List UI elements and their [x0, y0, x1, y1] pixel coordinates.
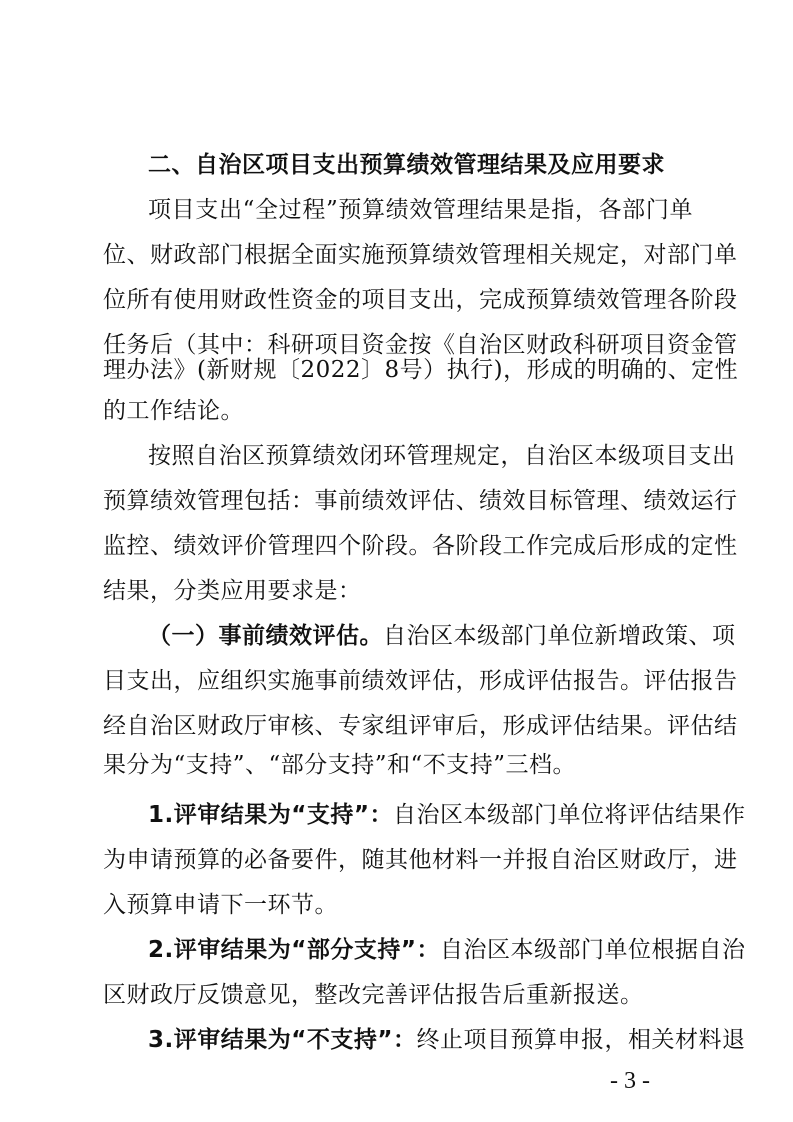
sec1-line-2: 目支出，应组织实施事前绩效评估，形成评估报告。评估报告 — [103, 668, 738, 694]
item2-line-1-text: 自治区本级部门单位根据自治 — [439, 937, 746, 963]
para1-line-4: 任务后（其中：科研项目资金按《自治区财政科研项目资金管 — [103, 332, 738, 358]
item1-line-1 — [148, 800, 746, 830]
item2-line-2: 区财政厅反馈意见，整改完善评估报告后重新报送。 — [103, 982, 644, 1008]
para1-line-2: 位、财政部门根据全面实施预算绩效管理相关规定，对部门单 — [103, 242, 738, 268]
page-number: - 3 - — [610, 1068, 650, 1094]
para1-line-1: 项目支出“全过程”预算绩效管理结果是指，各部门单 — [148, 197, 693, 223]
item3-line-1 — [148, 1025, 746, 1055]
item3-title: 3.评审结果为“不支持”： — [148, 1027, 417, 1053]
item2-title: 2.评审结果为“部分支持”： — [148, 937, 440, 963]
sec1-line-4: 果分为“支持”、“部分支持”和“不支持”三档。 — [103, 752, 577, 778]
para1-line-6: 的工作结论。 — [103, 398, 244, 424]
item1-title: 1.评审结果为“支持”： — [148, 802, 393, 828]
sec1-line-1-text: 自治区本级部门单位新增政策、项 — [383, 623, 736, 649]
para2-line-2: 预算绩效管理包括：事前绩效评估、绩效目标管理、绩效运行 — [103, 488, 738, 514]
item2-line-1 — [148, 935, 746, 965]
sec1-title: （一）事前绩效评估。 — [148, 623, 383, 649]
item1-line-1-text: 自治区本级部门单位将评估结果作 — [392, 802, 746, 828]
item1-line-2: 为申请预算的必备要件，随其他材料一并报自治区财政厅，进 — [103, 847, 738, 873]
item3-line-1-text: 终止项目预算申报，相关材料退 — [416, 1027, 746, 1053]
item1-line-3: 入预算申请下一环节。 — [103, 892, 338, 918]
sec1-line-1 — [148, 621, 736, 651]
para2-line-3: 监控、绩效评价管理四个阶段。各阶段工作完成后形成的定性 — [103, 533, 738, 559]
sec1-line-3: 经自治区财政厅审核、专家组评审后，形成评估结果。评估结 — [103, 713, 738, 739]
para2-line-4: 结果，分类应用要求是： — [103, 578, 362, 604]
section-heading: 二、自治区项目支出预算绩效管理结果及应用要求 — [148, 152, 665, 178]
para2-line-1: 按照自治区预算绩效闭环管理规定，自治区本级项目支出 — [148, 443, 736, 469]
para1-line-3: 位所有使用财政性资金的项目支出，完成预算绩效管理各阶段 — [103, 287, 738, 313]
para1-line-5: 理办法》(新财规〔2022〕8号）执行)，形成的明确的、定性 — [103, 357, 739, 383]
